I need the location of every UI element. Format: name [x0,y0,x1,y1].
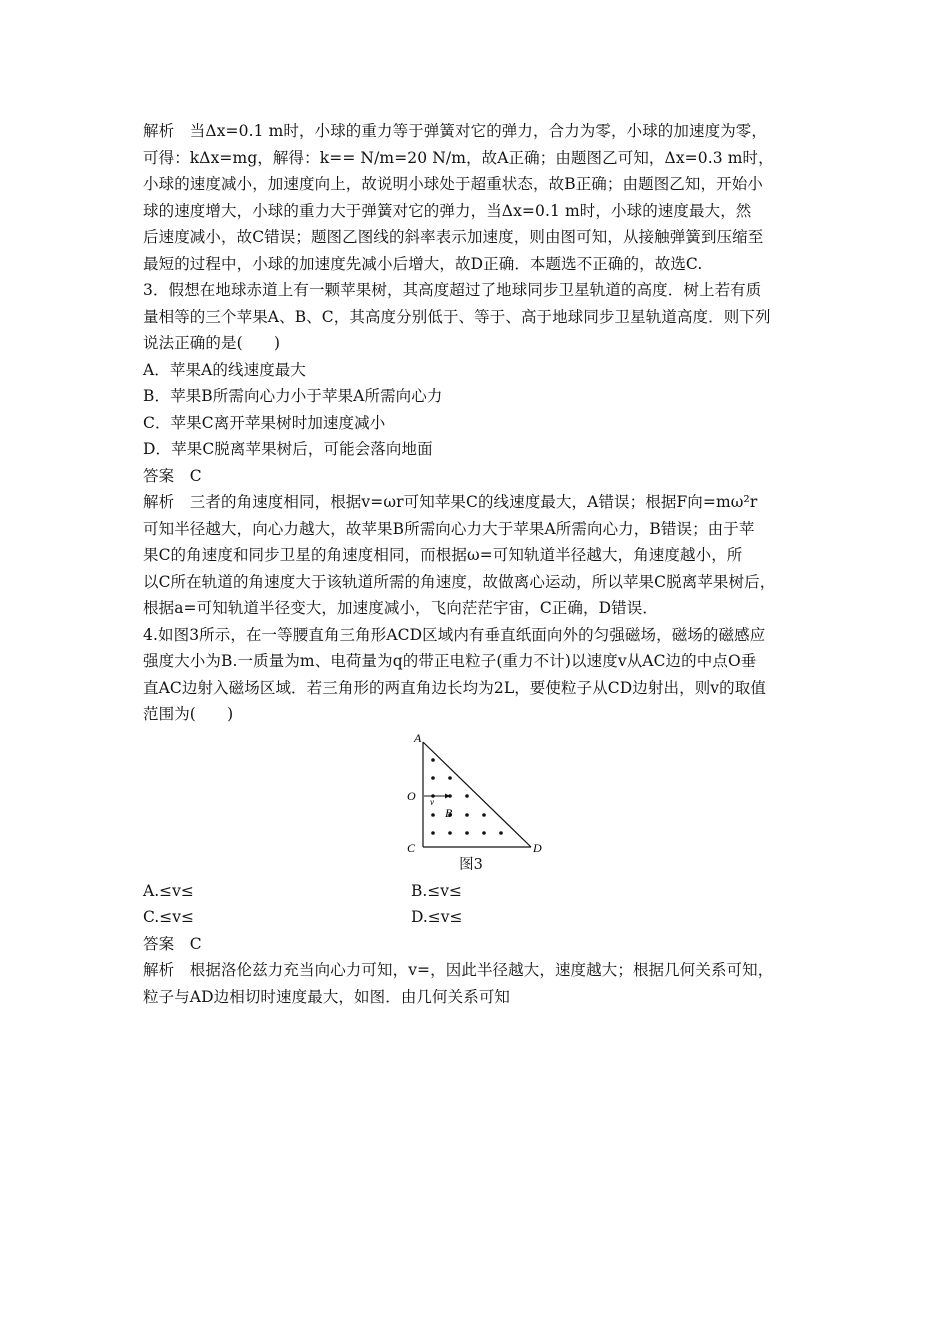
question-3-stem: 3．假想在地球赤道上有一颗苹果树，其高度超过了地球同步卫星轨道的高度．树上若有质 [143,281,762,299]
point-label-o: O [407,788,416,803]
figure-3 [143,732,813,852]
explanation-line: 后速度减小，故C错误；题图乙图线的斜率表示加速度，则由图可知，从接触弹簧到压缩至 [143,228,764,246]
question-4-explanation: 解析 根据洛伦兹力充当向心力可知，v=，因此半径越大，速度越大；根据几何关系可知， [143,961,774,979]
question-3-explanation: 根据a=可知轨道半径变大，加速度减小，飞向茫茫宇宙，C正确，D错误． [143,599,658,617]
question-3-explanation: 果C的角速度和同步卫星的角速度相同，而根据ω=可知轨道半径越大，角速度越小，所 [143,546,743,564]
question-4-option-d: D.≤v≤ [411,908,463,926]
field-dot [482,813,486,817]
question-4-answer: 答案 C [143,934,202,953]
question-4-explanation: 粒子与AD边相切时速度最大，如图．由几何关系可知 [143,987,511,1006]
velocity-label-v: v [430,796,434,807]
explanation-line: 最短的过程中，小球的加速度先减小后增大，故D正确．本题选不正确的，故选C. [143,254,703,273]
question-4-stem: 直AC边射入磁场区域．若三角形的两直角边长均为2L，要使粒子从CD边射出，则v的取值 [143,678,766,697]
question-3-stem: 量相等的三个苹果A、B、C，其高度分别低于、等于、高于地球同步卫星轨道高度．则下列 [143,307,771,326]
field-dot [465,831,469,835]
field-dot [431,831,435,835]
question-3-option-d: D．苹果C脱离苹果树后，可能会落向地面 [143,440,433,458]
side-ad [423,742,531,847]
explanation-line: 球的速度增大，小球的重力大于弹簧对它的弹力，当Δx=0.1 m时，小球的速度最大，然 [143,201,752,220]
field-dot [431,813,435,817]
question-3-explanation: 可知半径越大，向心力越大，故苹果B所需向心力大于苹果A所需向心力，B错误；由于苹 [143,519,755,538]
explanation-line: 解析 当Δx=0.1 m时，小球的重力等于弹簧对它的弹力，合力为零，小球的加速度为零， [143,122,767,140]
question-3-answer: 答案 C [143,466,202,485]
vertex-label-d: D [533,840,542,852]
question-3-option-c: C．苹果C离开苹果树时加速度减小 [143,413,386,432]
vertex-label-a: A [414,731,422,745]
question-4-stem: 4.如图3所示，在一等腰直角三角形ACD区域内有垂直纸面向外的匀强磁场，磁场的磁感应 [143,625,766,644]
field-dot [465,813,469,817]
field-dot [499,831,503,835]
velocity-arrowhead [445,793,450,798]
field-label-b: B [445,805,453,820]
vertex-label-c: C [407,840,416,852]
question-4-options [143,878,813,931]
question-4-option-a: A.≤v≤ [143,881,194,900]
document-page [143,118,813,1010]
question-3-explanation: 解析 三者的角速度相同，根据v=ωr可知苹果C的线速度最大，A错误；根据F向=mω²r [143,493,758,511]
figure-caption: 图3 [459,856,483,873]
triangle-magnetic-field-diagram [403,732,563,852]
question-3-option-a: A．苹果A的线速度最大 [143,360,306,379]
question-3-stem: 说法正确的是( ) [143,334,281,352]
question-3-option-b: B．苹果B所需向心力小于苹果A所需向心力 [143,387,443,405]
question-3-explanation: 以C所在轨道的角速度大于该轨道所需的角速度，故做离心运动，所以苹果C脱离苹果树后， [143,572,776,591]
field-dot [465,794,469,798]
field-dot [431,776,435,780]
explanation-line: 小球的速度减小，加速度向上，故说明小球处于超重状态，故B正确；由题图乙知，开始小 [143,175,763,193]
field-dot [482,831,486,835]
question-4-option-b: B.≤v≤ [411,881,463,900]
question-4-stem: 范围为( ) [143,705,234,723]
explanation-line: 可得：kΔx=mg，解得：k== N/m=20 N/m，故A正确；由题图乙可知，Δx=0.3 m时， [143,148,774,167]
field-dot [448,776,452,780]
field-dot [448,831,452,835]
question-4-stem: 强度大小为B.一质量为m、电荷量为q的带正电粒子(重力不计)以速度v从AC边的中点O垂 [143,652,757,670]
field-dot [431,758,435,762]
question-4-option-c: C.≤v≤ [143,908,194,926]
